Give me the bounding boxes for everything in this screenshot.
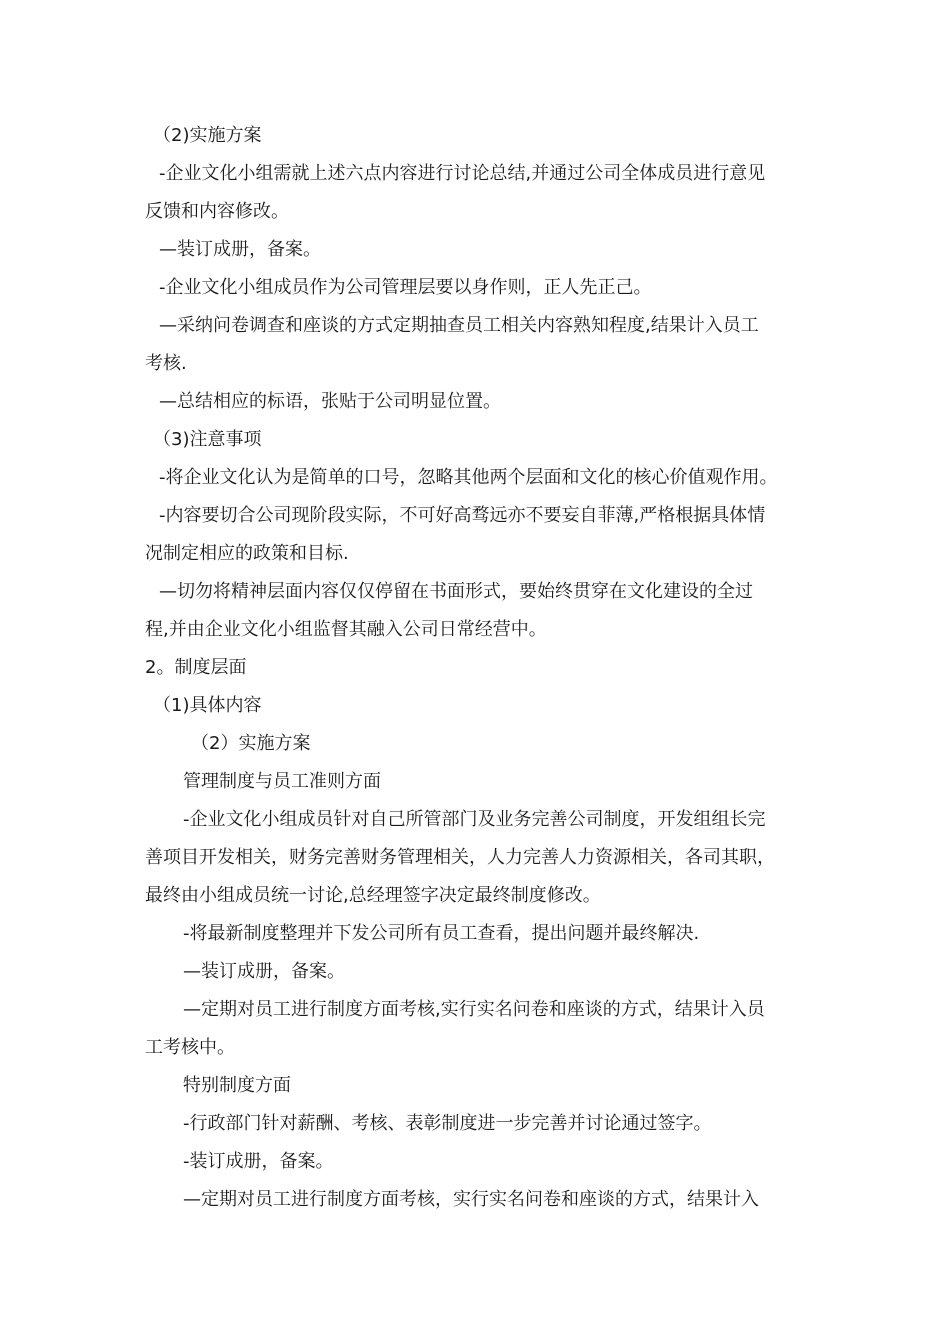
paragraph-line: -装订成册，备案。 [183,1151,334,1172]
paragraph-line: -企业文化小组成员作为公司管理层要以身作则，正人先正己。 [159,277,652,298]
paragraph-line: -企业文化小组成员针对自己所管部门及业务完善公司制度，开发组组长完 [183,809,766,830]
paragraph-line: —切勿将精神层面内容仅仅停留在书面形式，要始终贯穿在文化建设的全过 [159,581,753,602]
paragraph-line: 善项目开发相关，财务完善财务管理相关，人力完善人力资源相关，各司其职， [145,847,775,868]
paragraph-line: —采纳问卷调查和座谈的方式定期抽查员工相关内容熟知程度,结果计入员工 [159,315,759,336]
subheading-implementation-plan: （2)实施方案 [153,125,262,146]
section-heading-system-level: 2。制度层面 [145,657,247,678]
paragraph-line: 工考核中。 [145,1037,235,1058]
subheading-management-system: 管理制度与员工准则方面 [183,771,381,792]
paragraph-line: 程,并由企业文化小组监督其融入公司日常经营中。 [145,619,547,640]
paragraph-line: —装订成册，备案。 [183,961,345,982]
paragraph-line: -企业文化小组需就上述六点内容进行讨论总结,并通过公司全体成员进行意见 [159,163,766,184]
paragraph-line: -内容要切合公司现阶段实际，不可好高骛远亦不要妄自菲薄,严格根据具体情 [159,505,766,526]
paragraph-line: 况制定相应的政策和目标. [145,543,349,564]
paragraph-line: —定期对员工进行制度方面考核，实行实名问卷和座谈的方式，结果计入 [183,1189,759,1210]
subheading-notes: （3)注意事项 [153,429,262,450]
paragraph-line: —装订成册，备案。 [159,239,321,260]
paragraph-line: 最终由小组成员统一讨论,总经理签字决定最终制度修改。 [145,885,601,906]
paragraph-line: -行政部门针对薪酬、考核、表彰制度进一步完善并讨论通过签字。 [183,1113,712,1134]
paragraph-line: 反馈和内容修改。 [145,201,289,222]
subheading-implementation-plan-2: （2）实施方案 [191,733,311,754]
paragraph-line: —总结相应的标语，张贴于公司明显位置。 [159,391,501,412]
subheading-specific-content: （1)具体内容 [153,695,262,716]
paragraph-line: -将最新制度整理并下发公司所有员工查看，提出问题并最终解决. [183,923,700,944]
paragraph-line: -将企业文化认为是简单的口号，忽略其他两个层面和文化的核心价值观作用。 [159,467,778,488]
paragraph-line: —定期对员工进行制度方面考核,实行实名问卷和座谈的方式，结果计入员 [183,999,765,1020]
document-body [145,117,817,1219]
subheading-special-system: 特别制度方面 [183,1075,291,1096]
paragraph-line: 考核. [145,353,187,374]
